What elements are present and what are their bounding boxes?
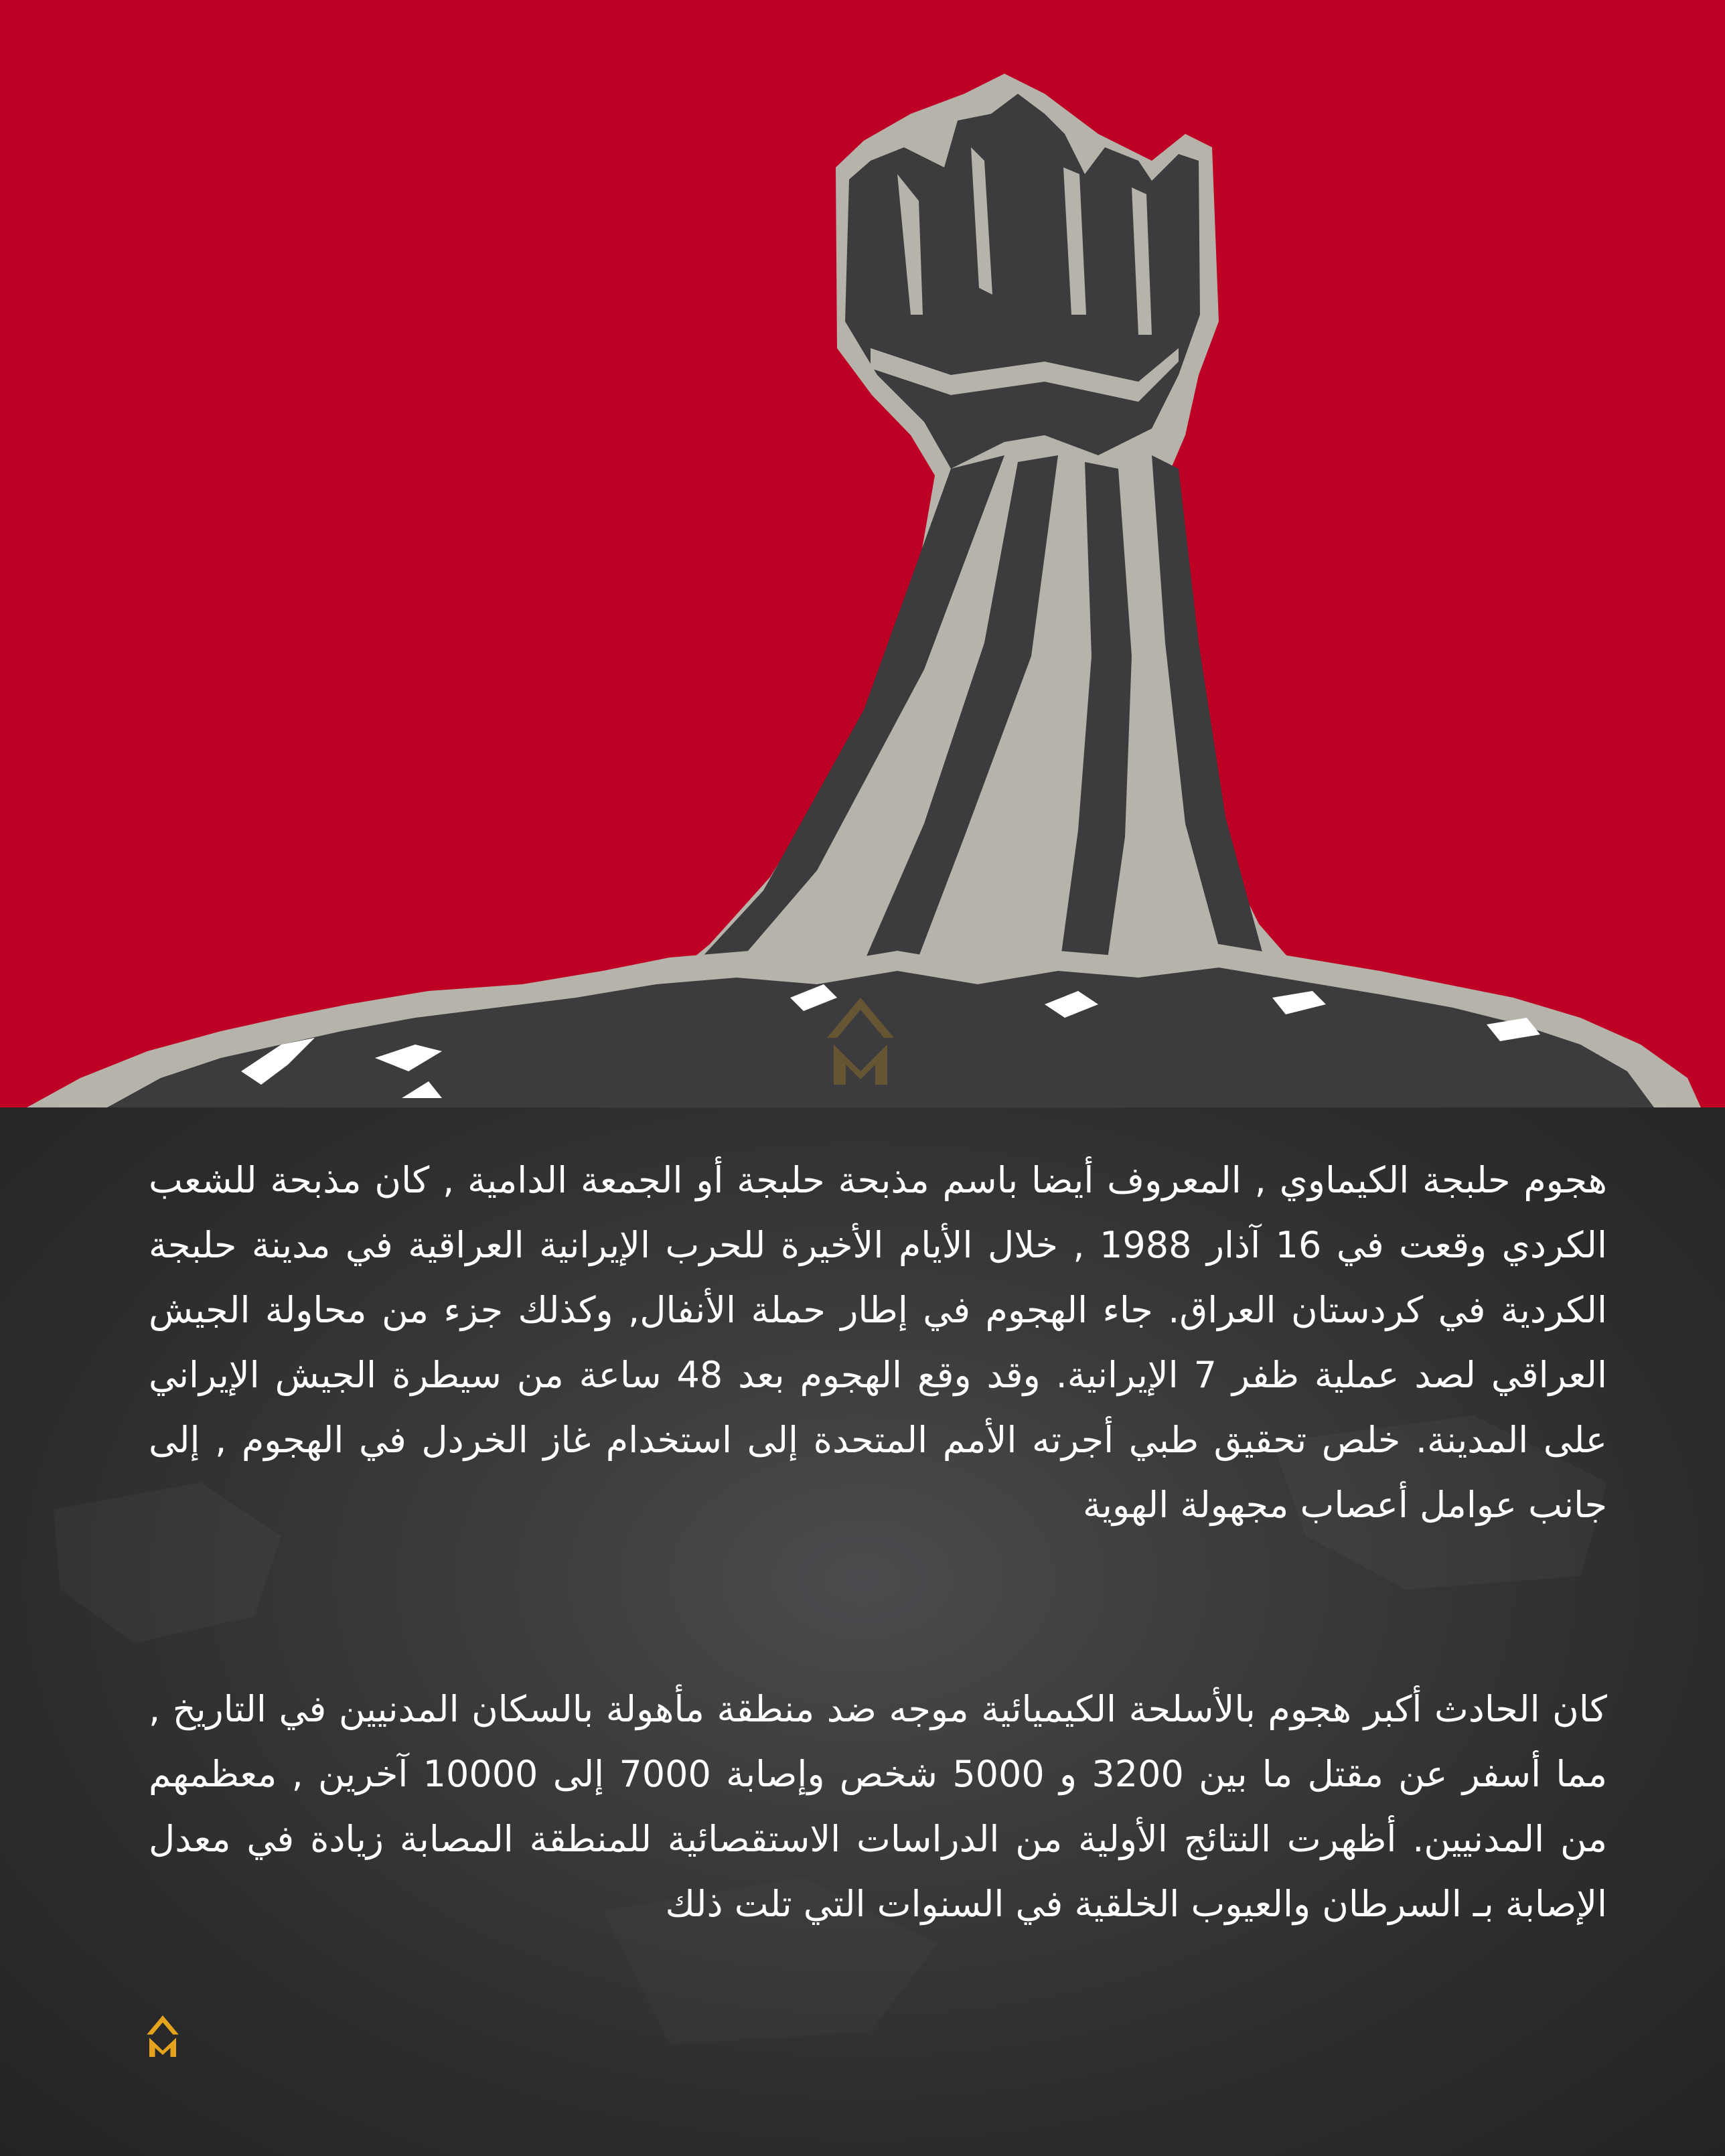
- text-panel: [0, 1107, 1725, 2156]
- gold-m-logo-icon: [143, 2015, 183, 2057]
- paragraph-2: كان الحادث أكبر هجوم بالأسلحة الكيميائية موجه ضد منطقة مأهولة بالسكان المدنيين في التاريخ , مما أسفر عن مقتل ما بين 3200 و 5000 شخص وإصابة 7000 إلى 10000 آخرين , معظمهم من المدنيين. أظهرت النتائج الأولية من الدراسات الاستقصائية للمنطقة المصابة زيادة في معدل الإصابة بـ السرطان والعيوب الخلقية في السنوات التي تلت ذلك: [149, 1688, 1607, 1925]
- paragraph-1: هجوم حلبجة الكيماوي , المعروف أيضا باسم مذبحة حلبجة أو الجمعة الدامية , كان مذبحة للشعب الكردي وقعت في 16 آذار 1988 , خلال الأيام الأخيرة للحرب الإيرانية العراقية في مدينة حلبجة الكردية في كردستان العراق. جاء الهجوم في إطار حملة الأنفال, وكذلك جزء من محاولة الجيش العراقي لصد عملية ظفر 7 الإيرانية. وقد وقع الهجوم بعد 48 ساعة من سيطرة الجيش الإيراني على المدينة. خلص تحقيق طبي أجرته الأمم المتحدة إلى استخدام غاز الخردل في الهجوم , إلى جانب عوامل أعصاب مجهولة الهوية: [149, 1159, 1607, 1526]
